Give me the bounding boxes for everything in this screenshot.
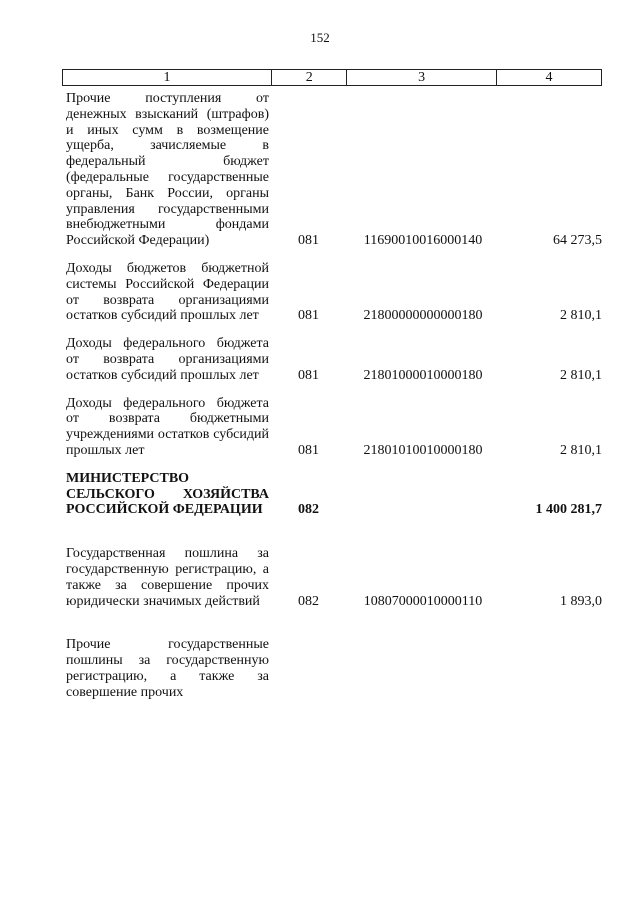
row-code: 081 <box>298 442 319 458</box>
table-row <box>62 396 602 459</box>
row-kbk: 21800000000000180 <box>363 308 483 324</box>
header-col-4: 4 <box>545 70 553 85</box>
row-kbk: 21801010010000180 <box>363 442 483 458</box>
header-col-1: 1 <box>63 70 272 85</box>
row-amount: 64 273,5 <box>553 233 602 249</box>
row-name: Прочие государственные пошлины за государственную регистрацию, а также за совершение прочих <box>66 637 269 700</box>
row-code: 081 <box>298 367 319 383</box>
table-row <box>62 91 602 249</box>
row-kbk: 11690010016000140 <box>363 233 483 249</box>
budget-table <box>62 69 602 701</box>
row-amount: 2 810,1 <box>560 367 602 383</box>
row-amount: 2 810,1 <box>560 442 602 458</box>
header-col-2: 2 <box>272 70 347 85</box>
table-row-ministry <box>62 471 602 518</box>
ministry-amount: 1 400 281,7 <box>535 502 602 518</box>
row-name: Прочие поступления от денежных взысканий (штрафов) и иных сумм в возмещение ущерба, зачисляемые в федеральный бюджет (федеральные государственные органы, Банк России, органы управления государственными внебюджетными фондами Российской Федерации) <box>66 91 269 249</box>
ministry-name: МИНИСТЕРСТВО СЕЛЬСКОГО ХОЗЯЙСТВА РОССИЙСКОЙ ФЕДЕРАЦИИ <box>66 470 269 518</box>
page-number: 152 <box>310 30 330 45</box>
ministry-code: 082 <box>298 502 319 518</box>
row-name: Доходы федерального бюджета от возврата организациями остатков субсидий прошлых лет <box>66 336 269 383</box>
row-code: 082 <box>298 593 319 609</box>
table-row <box>62 637 602 700</box>
table-row <box>62 546 602 609</box>
row-name: Доходы федерального бюджета от возврата бюджетными учреждениями остатков субсидий прошлых лет <box>66 395 269 458</box>
row-amount: 2 810,1 <box>560 308 602 324</box>
header-col-3: 3 <box>347 70 497 85</box>
row-kbk: 21801000010000180 <box>363 367 483 383</box>
row-name: Государственная пошлина за государственную регистрацию, а также за совершение прочих юридически значимых действий <box>66 546 269 609</box>
row-kbk: 10807000010000110 <box>363 593 483 609</box>
table-header <box>62 69 602 86</box>
table-row <box>62 336 602 383</box>
table-row <box>62 261 602 324</box>
row-name: Доходы бюджетов бюджетной системы Российской Федерации от возврата организациями остатков субсидий прошлых лет <box>66 260 269 324</box>
row-code: 081 <box>298 233 319 249</box>
row-amount: 1 893,0 <box>560 593 602 609</box>
row-code: 081 <box>298 308 319 324</box>
